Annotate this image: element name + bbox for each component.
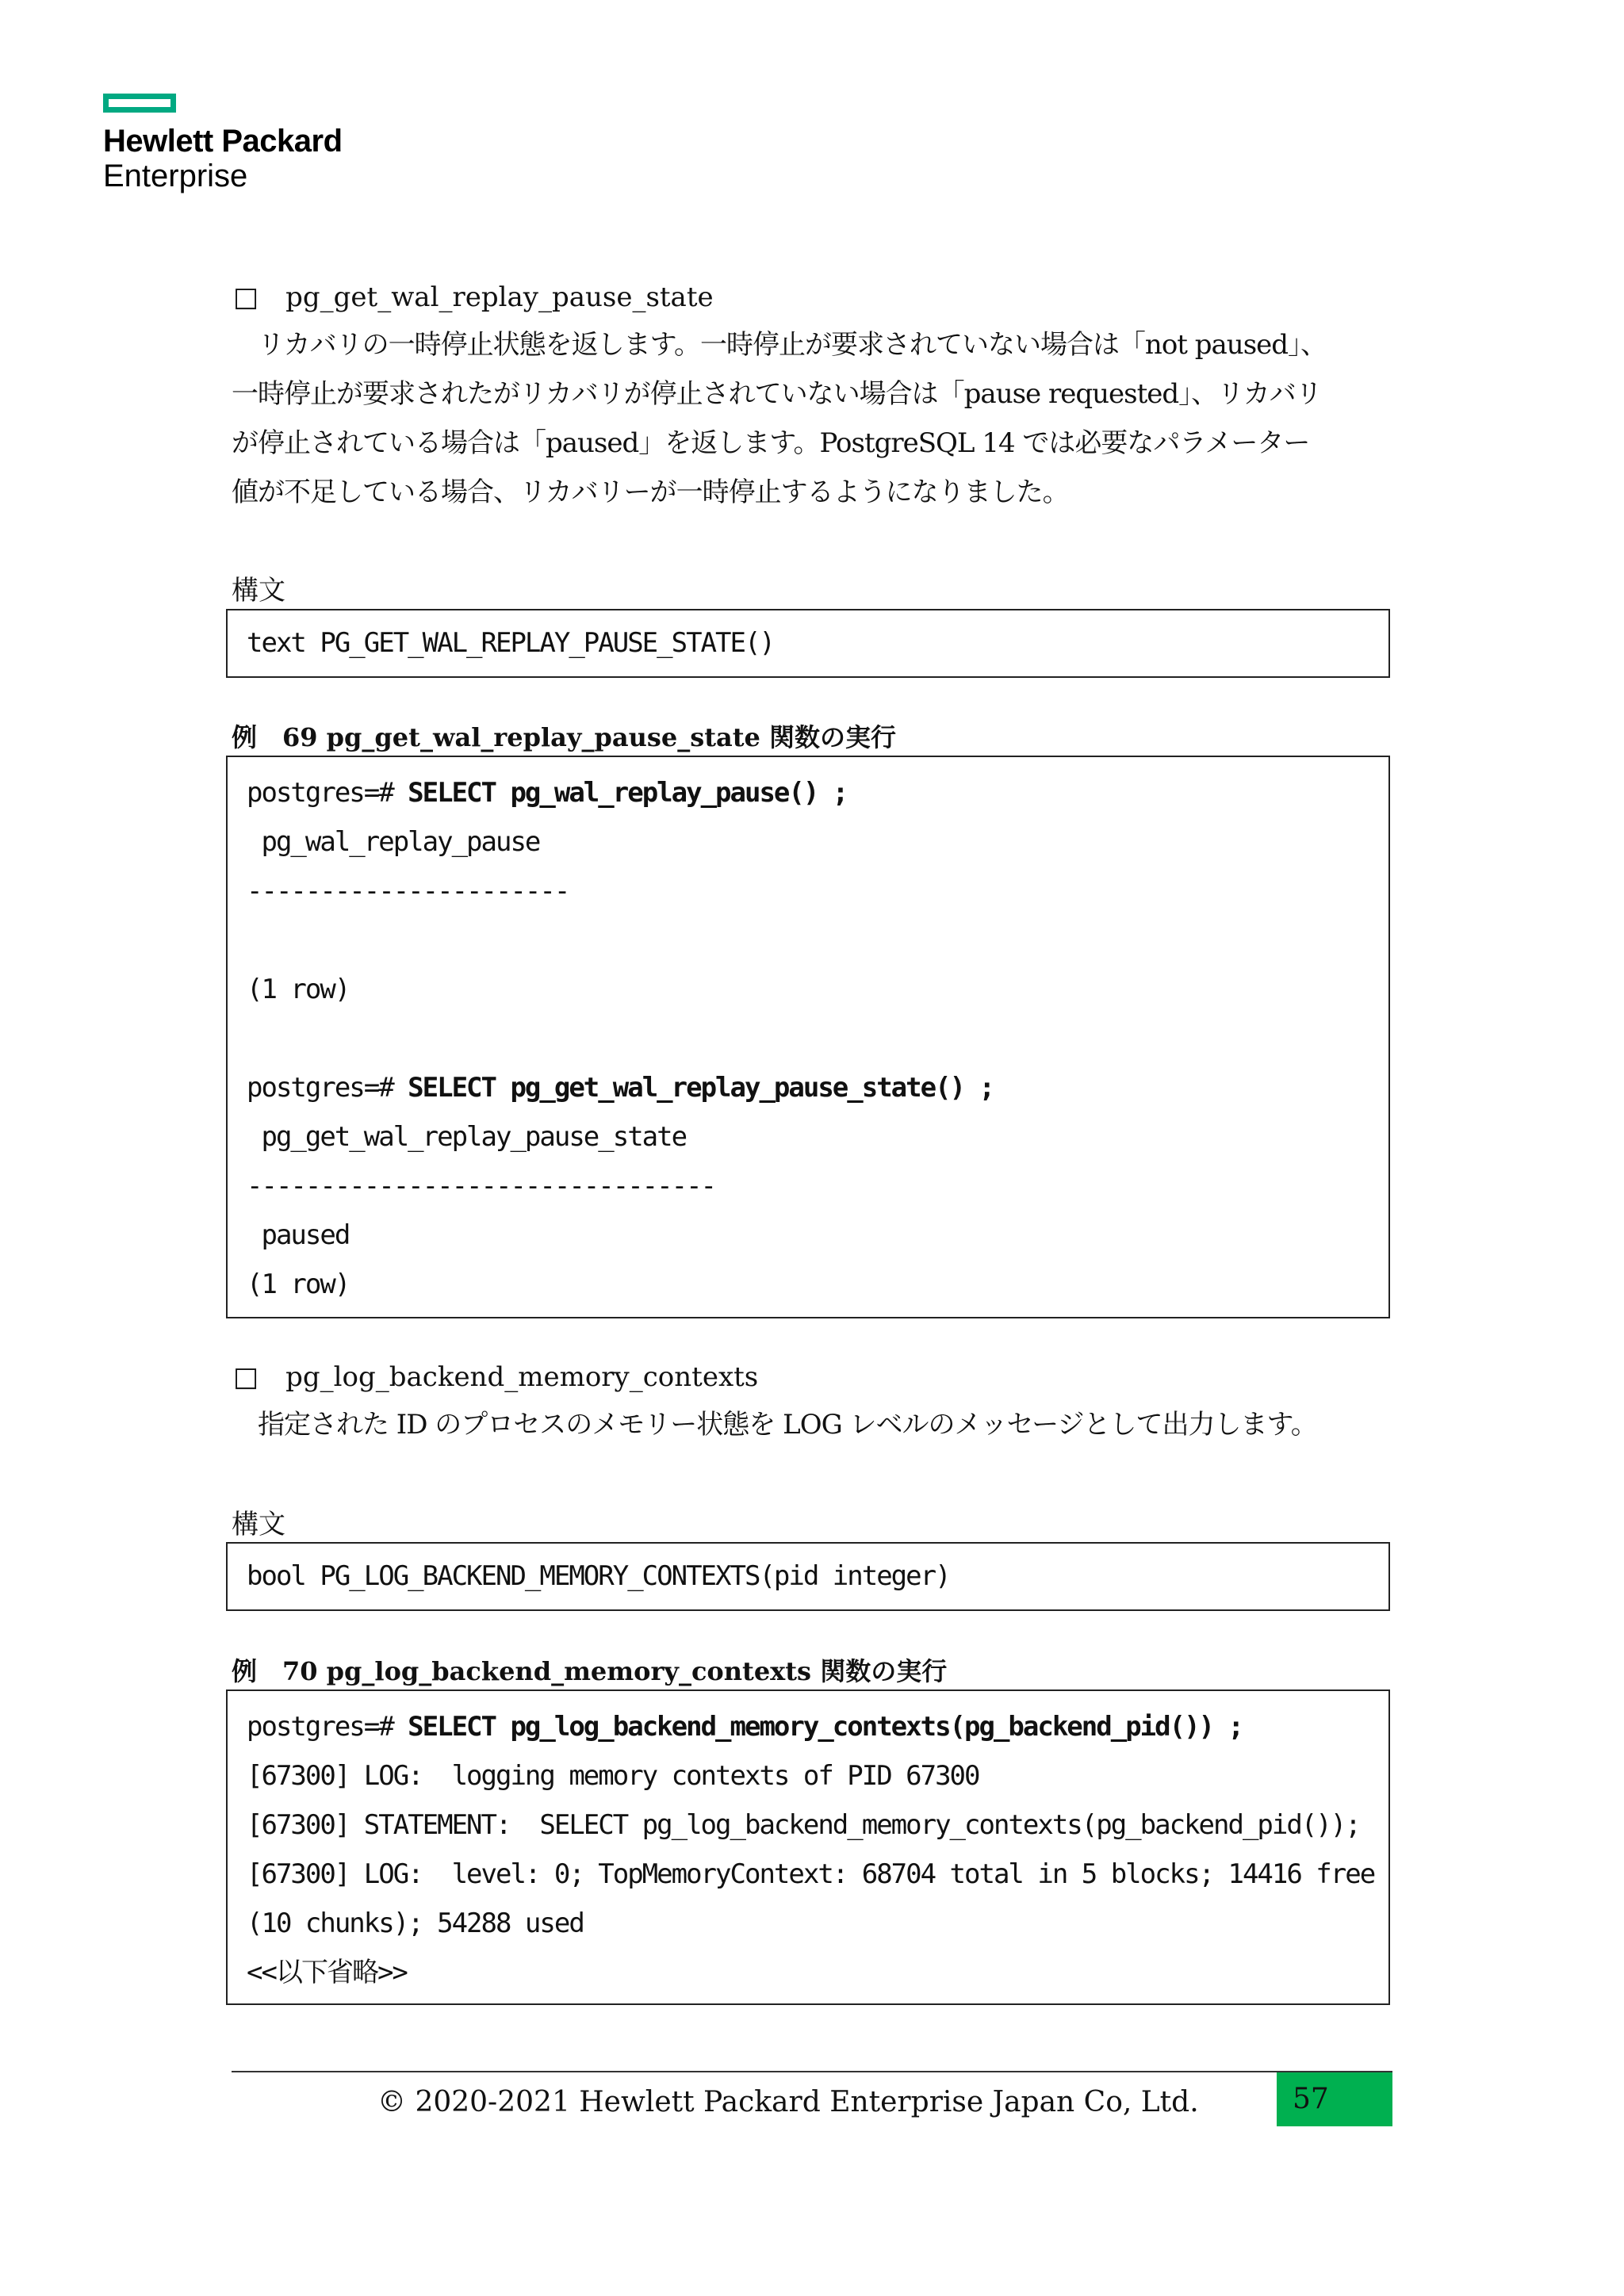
code-line — [228, 1702, 1388, 1751]
code-line: pg_get_wal_replay_pause_state — [247, 1121, 687, 1153]
syntax-label: 構文 — [232, 575, 285, 607]
code-command: SELECT pg_wal_replay_pause() ; — [408, 777, 848, 809]
code-line — [228, 916, 1388, 965]
code-line: (1 row) — [247, 974, 350, 1005]
code-line: [67300] LOG: logging memory contexts of PID 67300 — [247, 1760, 979, 1792]
example-caption: 例 70 pg_log_backend_memory_contexts 関数の実行 — [232, 1656, 948, 1686]
code-line — [228, 1014, 1388, 1063]
syntax-code: text PG_GET_WAL_REPLAY_PAUSE_STATE() — [247, 627, 774, 659]
footer-copyright: © 2020-2021 Hewlett Packard Enterprise Japan Co, Ltd. — [377, 2086, 1199, 2118]
syntax-box — [226, 1542, 1390, 1611]
paragraph-line: が停止されている場合は「paused」を返します。PostgreSQL 14 では必要なパラメーター — [232, 427, 1310, 459]
hpe-logo — [103, 94, 343, 193]
code-line: (10 chunks); 54288 used — [247, 1908, 584, 1939]
section-heading-memory-contexts: □ pg_log_backend_memory_contexts — [233, 1361, 759, 1393]
example-caption: 例 69 pg_get_wal_replay_pause_state 関数の実行 — [232, 722, 897, 752]
code-line: (1 row) — [247, 1269, 350, 1300]
code-line: [67300] STATEMENT: SELECT pg_log_backend_memory_contexts(pg_backend_pid()); — [247, 1809, 1360, 1841]
code-prompt: postgres=# — [247, 777, 408, 809]
code-line: ---------------------- — [247, 875, 569, 907]
section-paragraph-pause-state — [232, 320, 1393, 517]
hpe-logo-mark — [103, 94, 176, 113]
paragraph-line: 指定された ID のプロセスのメモリー状態を LOG レベルのメッセージとして出力します。 — [232, 1409, 1317, 1441]
code-command: SELECT pg_get_wal_replay_pause_state() ; — [408, 1072, 994, 1104]
section-heading-pause-state: □ pg_get_wal_replay_pause_state — [233, 281, 714, 313]
code-line: <<以下省略>> — [247, 1957, 407, 1988]
paragraph-line: 値が不足している場合、リカバリーが一時停止するようになりました。 — [232, 476, 1069, 508]
example-code-box — [226, 1689, 1390, 2005]
syntax-code: bool PG_LOG_BACKEND_MEMORY_CONTEXTS(pid integer) — [247, 1560, 950, 1592]
example-code-box — [226, 756, 1390, 1318]
code-command: SELECT pg_log_backend_memory_contexts(pg_backend_pid()) ; — [408, 1711, 1243, 1743]
section-paragraph-memory-contexts — [232, 1400, 1393, 1449]
page-number-box — [1277, 2072, 1392, 2126]
paragraph-line: リカバリの一時停止状態を返します。一時停止が要求されていない場合は「not paused」、 — [232, 329, 1327, 361]
code-line: [67300] LOG: level: 0; TopMemoryContext: 68704 total in 5 blocks; 14416 free — [247, 1858, 1375, 1890]
code-line: paused — [247, 1219, 350, 1251]
logo-text-line2: Enterprise — [103, 159, 248, 193]
code-line — [228, 1063, 1388, 1112]
code-line: -------------------------------- — [247, 1170, 716, 1202]
code-line — [228, 768, 1388, 817]
syntax-label: 構文 — [232, 1509, 285, 1540]
logo-text-line1: Hewlett Packard — [103, 124, 343, 159]
footer-divider — [232, 2071, 1392, 2072]
code-prompt: postgres=# — [247, 1072, 408, 1104]
paragraph-line: 一時停止が要求されたがリカバリが停止されていない場合は「pause requested」、リカバリ — [232, 378, 1322, 410]
code-line: pg_wal_replay_pause — [247, 826, 540, 858]
code-prompt: postgres=# — [247, 1711, 408, 1743]
syntax-box — [226, 609, 1390, 678]
page-number: 57 — [1293, 2083, 1329, 2115]
